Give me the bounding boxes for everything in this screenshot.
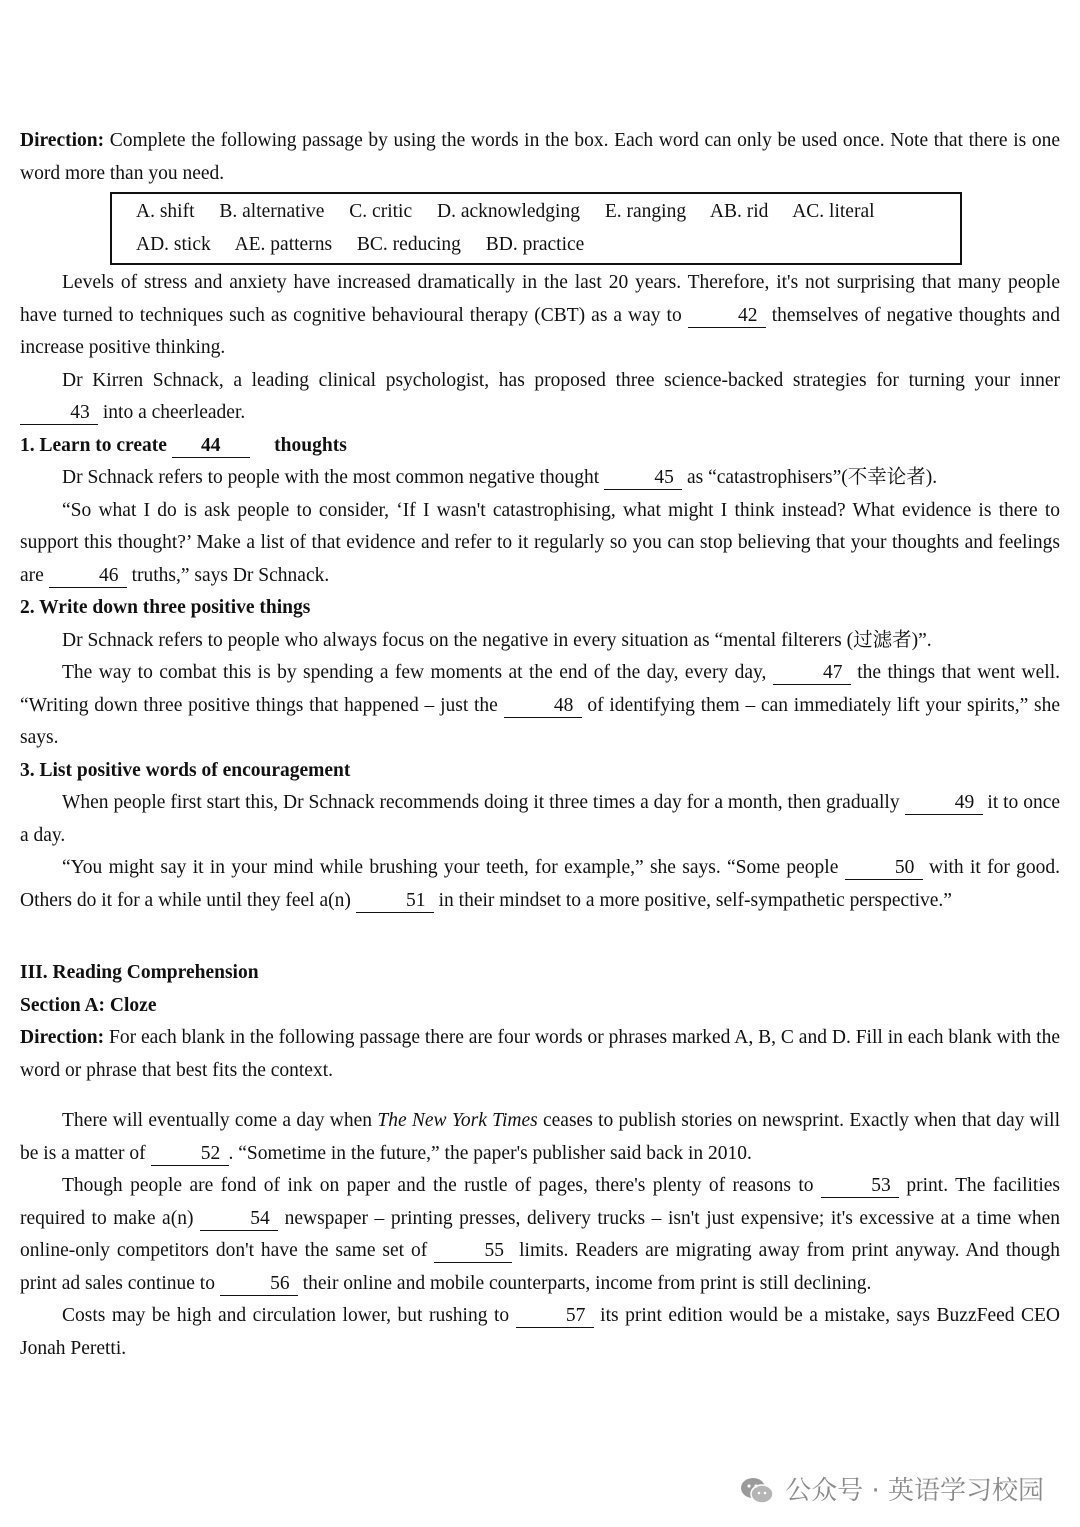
paragraph: [20, 852, 1060, 917]
heading-1: [20, 430, 1060, 463]
paragraph-text: Dr Schnack refers to people with the most common negative thought: [62, 467, 600, 488]
paragraph-text: Dr Kirren Schnack, a leading clinical psychologist, has proposed three science-backed strategies for turning your inner: [62, 369, 1060, 391]
blank-45[interactable]: 45: [604, 467, 682, 490]
direction-2: [20, 1022, 1060, 1087]
paragraph-text: truths,” says Dr Schnack.: [131, 564, 330, 586]
paragraph: [20, 1170, 1060, 1300]
paragraph: [20, 657, 1060, 755]
word-box: [110, 192, 962, 265]
paragraph-text: newspaper – printing presses, delivery trucks – isn't just expensive; it's excessive at a time when online-only competitors don't have the same set of: [20, 1207, 1060, 1261]
blank-48[interactable]: 48: [504, 695, 582, 718]
blank-47[interactable]: 47: [773, 662, 851, 685]
blank-56[interactable]: 56: [220, 1273, 298, 1296]
paragraph-text: Costs may be high and circulation lower, but rushing to: [62, 1305, 510, 1326]
section-gap: [20, 917, 1060, 957]
heading-3: 3. List positive words of encouragement: [20, 759, 351, 781]
watermark-text: 公众号 · 英语学习校园: [785, 1475, 1044, 1506]
blank-57[interactable]: 57: [516, 1305, 594, 1328]
blank-44[interactable]: 44: [172, 435, 250, 458]
paragraph-text: themselves of negative thoughts and increase positive thinking.: [20, 304, 1060, 358]
newspaper-title: The New York Times: [377, 1110, 538, 1131]
word-option: AE. patterns: [234, 233, 333, 255]
blank-43[interactable]: 43: [20, 402, 98, 425]
section-gap: [20, 1087, 1060, 1105]
direction-label: Direction:: [20, 130, 105, 151]
paragraph-text: Levels of stress and anxiety have increased dramatically in the last 20 years. Therefore, it's not surprising that many people have turned to techniques such as cognitive behavioural therapy (CBT) as a way to: [20, 272, 1060, 326]
paragraph-text: into a cheerleader.: [102, 402, 246, 423]
watermark: [739, 1475, 1044, 1508]
paragraph: [20, 787, 1060, 852]
direction-label: Direction:: [20, 1027, 105, 1048]
word-option: A. shift: [136, 201, 195, 222]
blank-49[interactable]: 49: [905, 792, 983, 815]
paragraph-text: . “Sometime in the future,” the paper's publisher said back in 2010.: [228, 1142, 752, 1164]
paragraph-text: in their mindset to a more positive, self-sympathetic perspective.”: [438, 889, 952, 911]
direction-text: For each blank in the following passage there are four words or phrases marked A, B, C and D. Fill in each blank with the word or phrase that best fits the context.: [20, 1027, 1061, 1081]
paragraph: [20, 1105, 1060, 1170]
blank-55[interactable]: 55: [434, 1240, 512, 1263]
paragraph-text: There will eventually come a day when: [62, 1110, 373, 1131]
paragraph-text: as “catastrophisers”(不幸论者).: [686, 467, 938, 488]
paragraph-text: it to once a day.: [20, 792, 1061, 846]
blank-42[interactable]: 42: [688, 305, 766, 328]
heading-text: thoughts: [274, 434, 347, 456]
paragraph-text: limits. Readers are migrating away from print anyway. And though print ad sales continue to: [20, 1240, 1061, 1294]
paragraph-text: “You might say it in your mind while brushing your teeth, for example,” she says. “Some people: [62, 857, 839, 878]
paragraph-text: print. The facilities required to make a(n): [20, 1175, 1060, 1229]
word-option: AC. literal: [792, 201, 875, 222]
word-option: C. critic: [349, 201, 413, 222]
paragraph-text: of identifying them – can immediately lift your spirits,” she says.: [20, 694, 1061, 748]
exam-page: [20, 125, 1060, 1365]
direction-1: [20, 125, 1060, 190]
paragraph-text: the things that went well. “Writing down three positive things that happened – just the: [20, 662, 1060, 716]
paragraph-text: with it for good. Others do it for a while until they feel a(n): [20, 857, 1061, 911]
section-title: III. Reading Comprehension: [20, 962, 259, 983]
word-option: B. alternative: [219, 201, 325, 222]
word-option: D. acknowledging: [437, 201, 580, 222]
paragraph: [20, 1300, 1060, 1365]
heading-2: 2. Write down three positive things: [20, 597, 311, 618]
blank-54[interactable]: 54: [200, 1208, 278, 1231]
paragraph: [20, 267, 1060, 365]
paragraph-text: “So what I do is ask people to consider, ‘If I wasn't catastrophising, what might I think instead? What evidence is there to support this thought?’ Make a list of that evidence and refer to it regularly so you can stop believing that your thoughts and feelings are: [20, 499, 1060, 586]
blank-50[interactable]: 50: [845, 857, 923, 880]
word-option: BC. reducing: [356, 233, 461, 255]
paragraph: [20, 462, 1060, 495]
word-option: AB. rid: [709, 201, 769, 222]
blank-51[interactable]: 51: [356, 890, 434, 913]
paragraph-text: their online and mobile counterparts, income from print is still declining.: [302, 1272, 872, 1294]
heading-text: 1. Learn to create: [20, 434, 167, 456]
paragraph-text: When people first start this, Dr Schnack recommends doing it three times a day for a month, then gradually: [62, 792, 900, 813]
blank-52[interactable]: 52: [151, 1143, 229, 1166]
word-option: BD. practice: [485, 233, 585, 255]
blank-46[interactable]: 46: [49, 565, 127, 588]
word-option: E. ranging: [604, 201, 687, 222]
wechat-icon: [739, 1476, 775, 1506]
paragraph-text: Though people are fond of ink on paper and the rustle of pages, there's plenty of reasons to: [62, 1175, 814, 1196]
paragraph-text: The way to combat this is by spending a few moments at the end of the day, every day,: [62, 662, 767, 683]
paragraph: [20, 495, 1060, 593]
paragraph: Dr Schnack refers to people who always focus on the negative in every situation as “mental filterers (过滤者)”.: [62, 629, 932, 651]
word-option: AD. stick: [136, 233, 211, 255]
blank-53[interactable]: 53: [821, 1175, 899, 1198]
direction-text: Complete the following passage by using the words in the box. Each word can only be used once. Note that there is one word more than you need.: [20, 130, 1060, 184]
paragraph-text: ceases to publish stories on newsprint. Exactly when that day will be is a matter of: [20, 1110, 1061, 1164]
paragraph: [20, 365, 1060, 430]
section-subtitle: Section A: Cloze: [20, 994, 157, 1016]
paragraph-text: its print edition would be a mistake, says BuzzFeed CEO Jonah Peretti.: [20, 1305, 1061, 1359]
